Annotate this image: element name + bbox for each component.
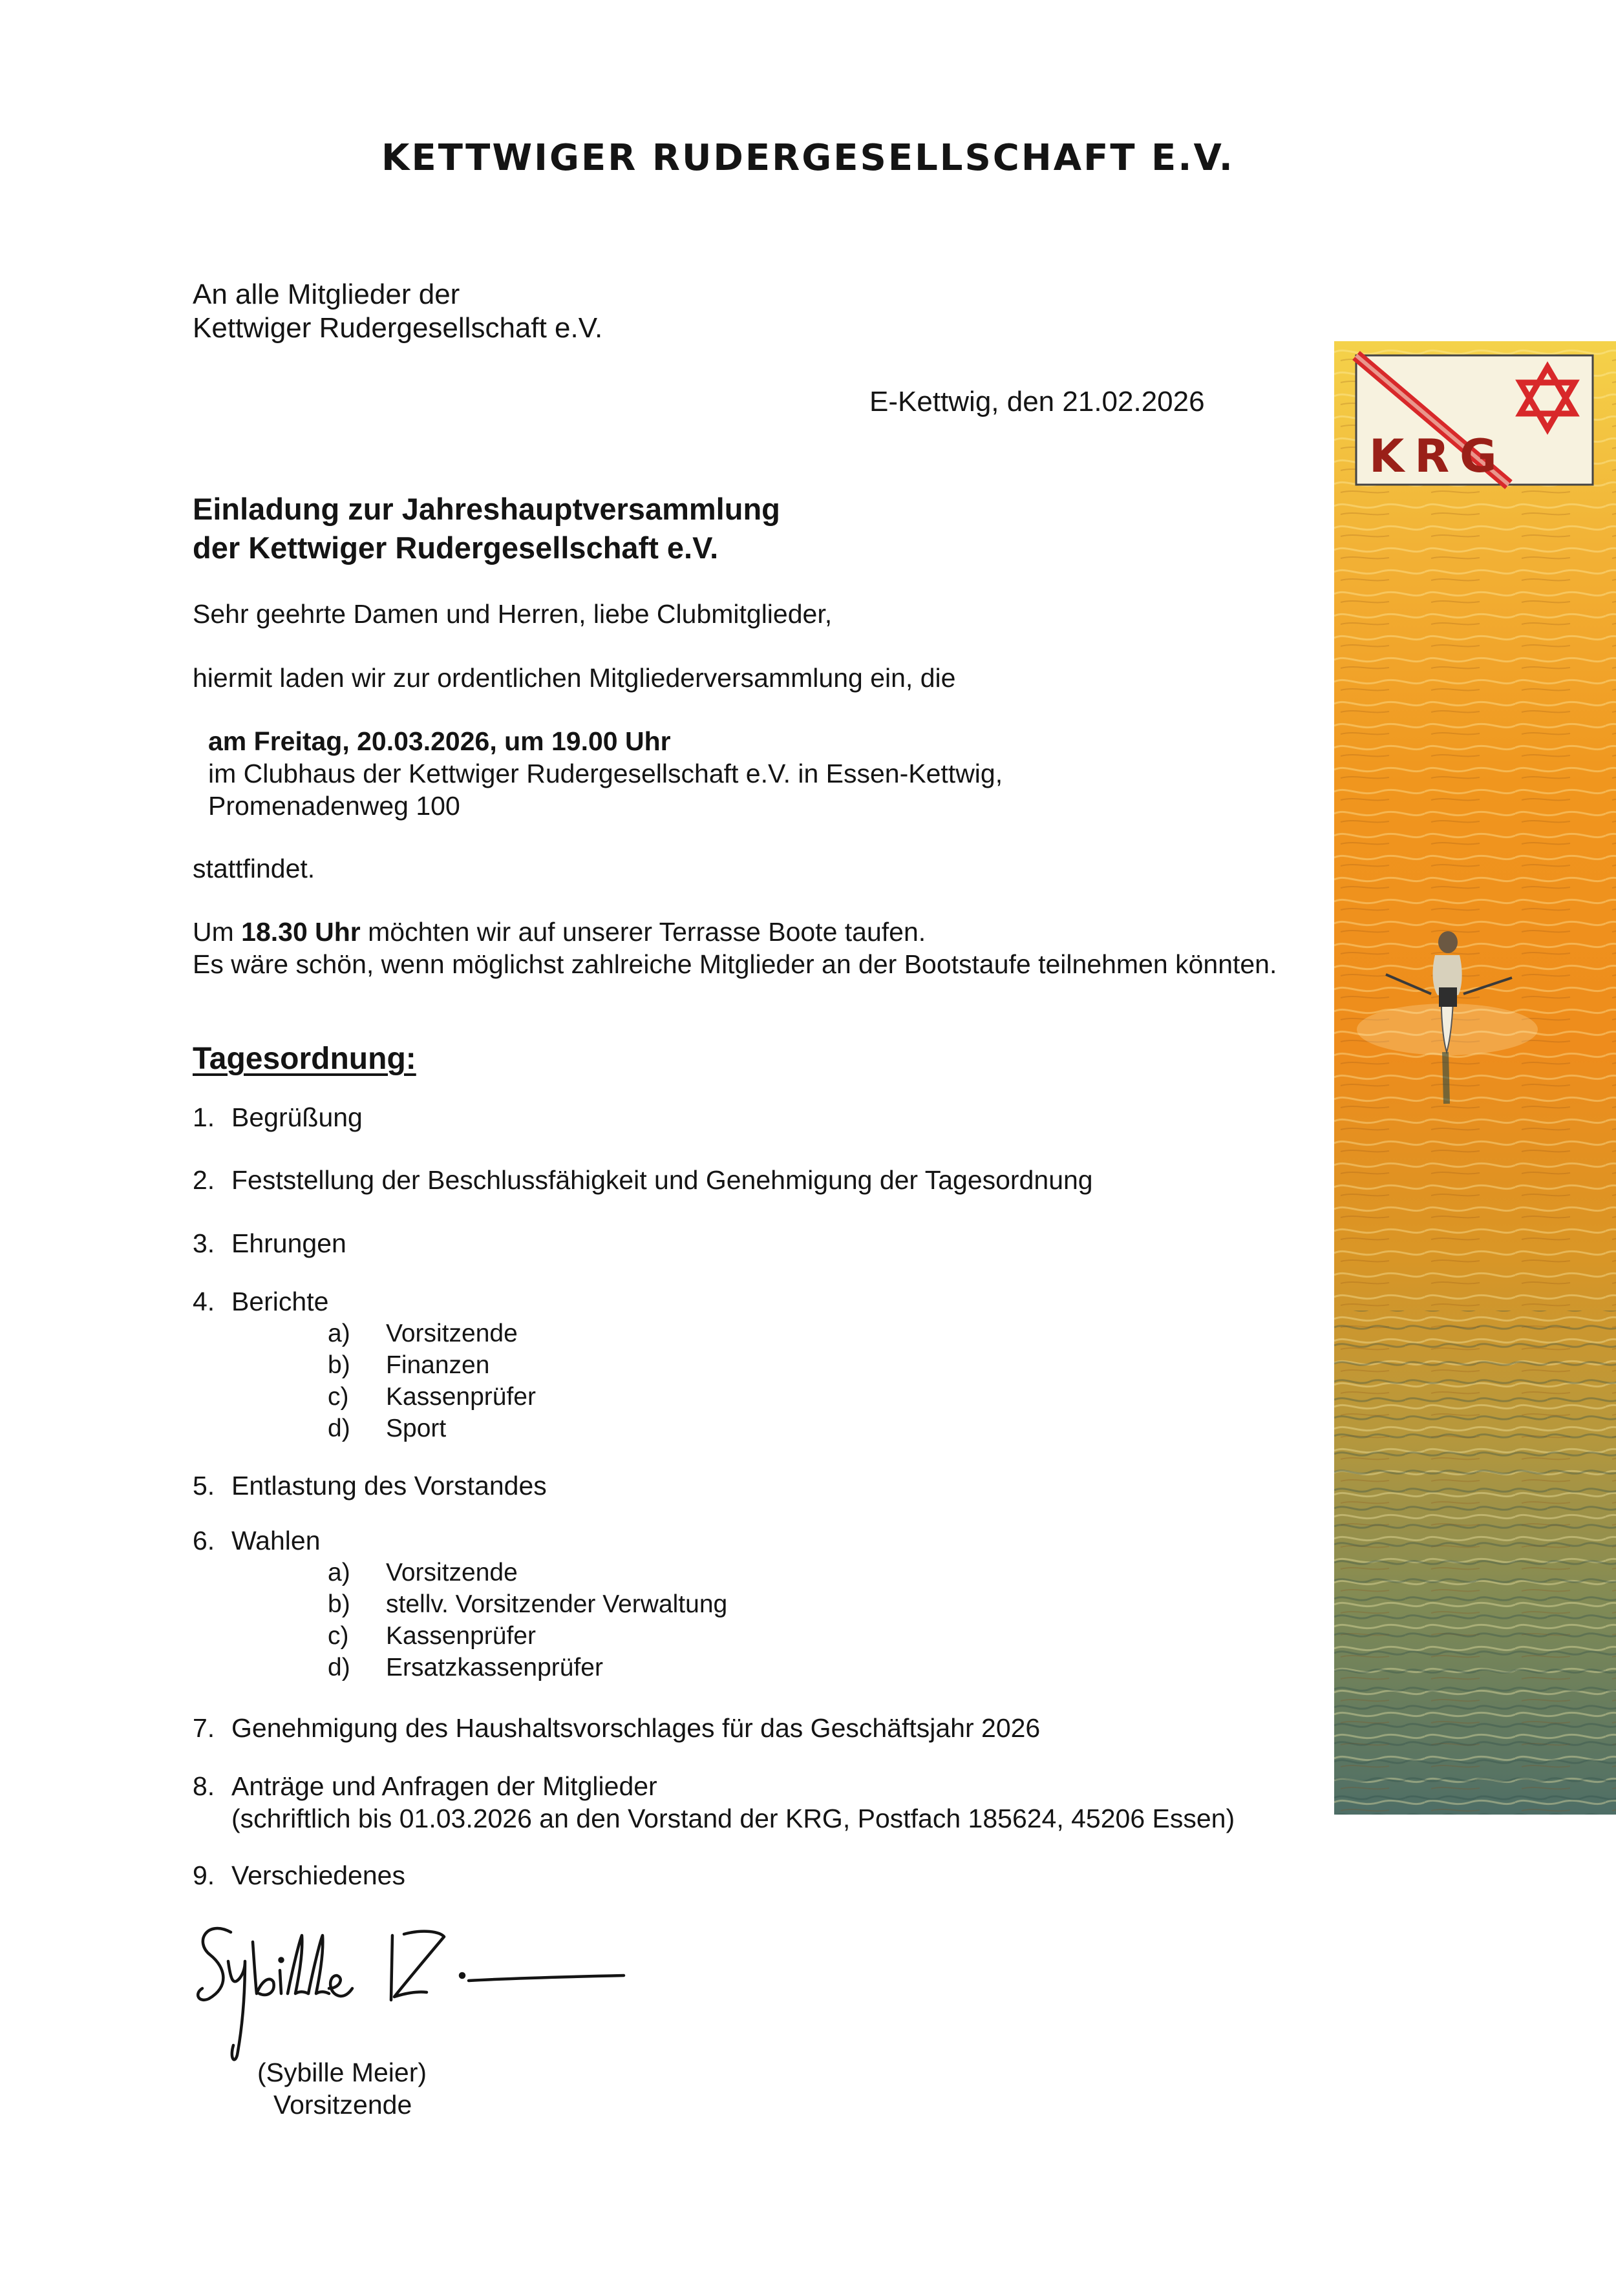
agenda-sub-item-letter: c): [328, 1622, 349, 1650]
boat-suffix: möchten wir auf unserer Terrasse Boote taufen.: [360, 917, 926, 947]
boat-time: 18.30 Uhr: [241, 917, 361, 947]
agenda-sub-item-text: Kassenprüfer: [386, 1622, 536, 1650]
krg-flag-logo: [1356, 355, 1593, 485]
boat-christening-line-1: [193, 916, 926, 948]
place-date: E-Kettwig, den 21.02.2026: [869, 386, 1205, 417]
agenda-item-text: Begrüßung: [231, 1102, 363, 1132]
agenda-item: [193, 1286, 329, 1318]
agenda-item-number: 6.: [193, 1526, 215, 1555]
agenda-sub-item-letter: a): [328, 1559, 350, 1586]
agenda-item: [193, 1860, 405, 1891]
subject-line-2: der Kettwiger Rudergesellschaft e.V.: [193, 531, 719, 565]
agenda-item-number: 7.: [193, 1713, 215, 1743]
agenda-item: [193, 1228, 346, 1259]
handwritten-signature: [191, 1916, 637, 2065]
agenda-item-text: Wahlen: [231, 1526, 321, 1555]
agenda-item-text: Feststellung der Beschlussfähigkeit und Genehmigung der Tagesordnung: [231, 1165, 1093, 1195]
agenda-item: [193, 1470, 547, 1502]
agenda-sub-item-text: stellv. Vorsitzender Verwaltung: [386, 1590, 728, 1618]
agenda-item-number: 9.: [193, 1860, 215, 1890]
agenda-sub-item-text: Finanzen: [386, 1351, 490, 1379]
agenda-sub-item-letter: a): [328, 1320, 350, 1347]
agenda-sub-item-text: Vorsitzende: [386, 1559, 518, 1586]
recipient-line-1: An alle Mitglieder der: [193, 279, 460, 310]
agenda-item: [193, 1712, 1041, 1744]
agenda-sub-item-text: Vorsitzende: [386, 1320, 518, 1347]
agenda-sub-item-text: Sport: [386, 1415, 447, 1442]
meeting-date-time: am Freitag, 20.03.2026, um 19.00 Uhr: [208, 726, 671, 756]
agenda-sub-item-letter: d): [328, 1415, 350, 1442]
agenda-sub-item-letter: c): [328, 1383, 349, 1411]
agenda-item-number: 1.: [193, 1102, 215, 1132]
salutation: Sehr geehrte Damen und Herren, liebe Clubmitglieder,: [193, 599, 833, 629]
agenda-sub-item-letter: b): [328, 1590, 350, 1618]
boat-christening-line-2: Es wäre schön, wenn möglichst zahlreiche Mitglieder an der Bootstaufe teilnehmen könnten.: [193, 949, 1277, 979]
agenda-item: [193, 1102, 363, 1133]
agenda-item-number: 3.: [193, 1228, 215, 1258]
signatory-name: (Sybille Meier): [257, 2058, 427, 2087]
agenda-item-text: Anträge und Anfragen der Mitglieder: [231, 1771, 657, 1801]
recipient-line-2: Kettwiger Rudergesellschaft e.V.: [193, 312, 603, 344]
agenda-item: [193, 1164, 1093, 1196]
agenda-item-number: 2.: [193, 1165, 215, 1195]
agenda-item-number: 5.: [193, 1471, 215, 1501]
agenda-sub-item-text: Kassenprüfer: [386, 1383, 536, 1411]
meeting-location-line-1: im Clubhaus der Kettwiger Rudergesellschaft e.V. in Essen-Kettwig,: [208, 759, 1003, 788]
boat-prefix: Um: [193, 917, 242, 947]
subject-line-1: Einladung zur Jahreshauptversammlung: [193, 492, 780, 526]
krg-flag-text: KRG: [1369, 430, 1507, 483]
agenda-title: Tagesordnung:: [193, 1042, 416, 1076]
agenda-sub-item-letter: b): [328, 1351, 350, 1379]
agenda-item-number: 8.: [193, 1771, 215, 1801]
intro-text: hiermit laden wir zur ordentlichen Mitgliederversammlung ein, die: [193, 663, 956, 693]
agenda-item: [193, 1771, 657, 1802]
meeting-location-line-2: Promenadenweg 100: [208, 791, 460, 821]
agenda-item-text: Entlastung des Vorstandes: [231, 1471, 547, 1501]
signatory-role: Vorsitzende: [273, 2090, 412, 2120]
rowing-banner-image: [1334, 341, 1616, 1815]
agenda-item-text: Genehmigung des Haushaltsvorschlages für das Geschäftsjahr 2026: [231, 1713, 1041, 1743]
agenda-item: [193, 1525, 321, 1557]
agenda-item-text: Ehrungen: [231, 1228, 346, 1258]
club-header-title: KETTWIGER RUDERGESELLSCHAFT E.V.: [381, 137, 1235, 179]
agenda-item-text: Berichte: [231, 1287, 329, 1316]
agenda-item-note: (schriftlich bis 01.03.2026 an den Vorstand der KRG, Postfach 185624, 45206 Essen): [231, 1804, 1235, 1833]
agenda-sub-item-text: Ersatzkassenprüfer: [386, 1654, 603, 1681]
stattfindet-text: stattfindet.: [193, 854, 315, 883]
agenda-sub-item-letter: d): [328, 1654, 350, 1681]
agenda-item-number: 4.: [193, 1287, 215, 1316]
sunset-rower-illustration: [1334, 341, 1616, 1815]
agenda-item-text: Verschiedenes: [231, 1860, 405, 1890]
